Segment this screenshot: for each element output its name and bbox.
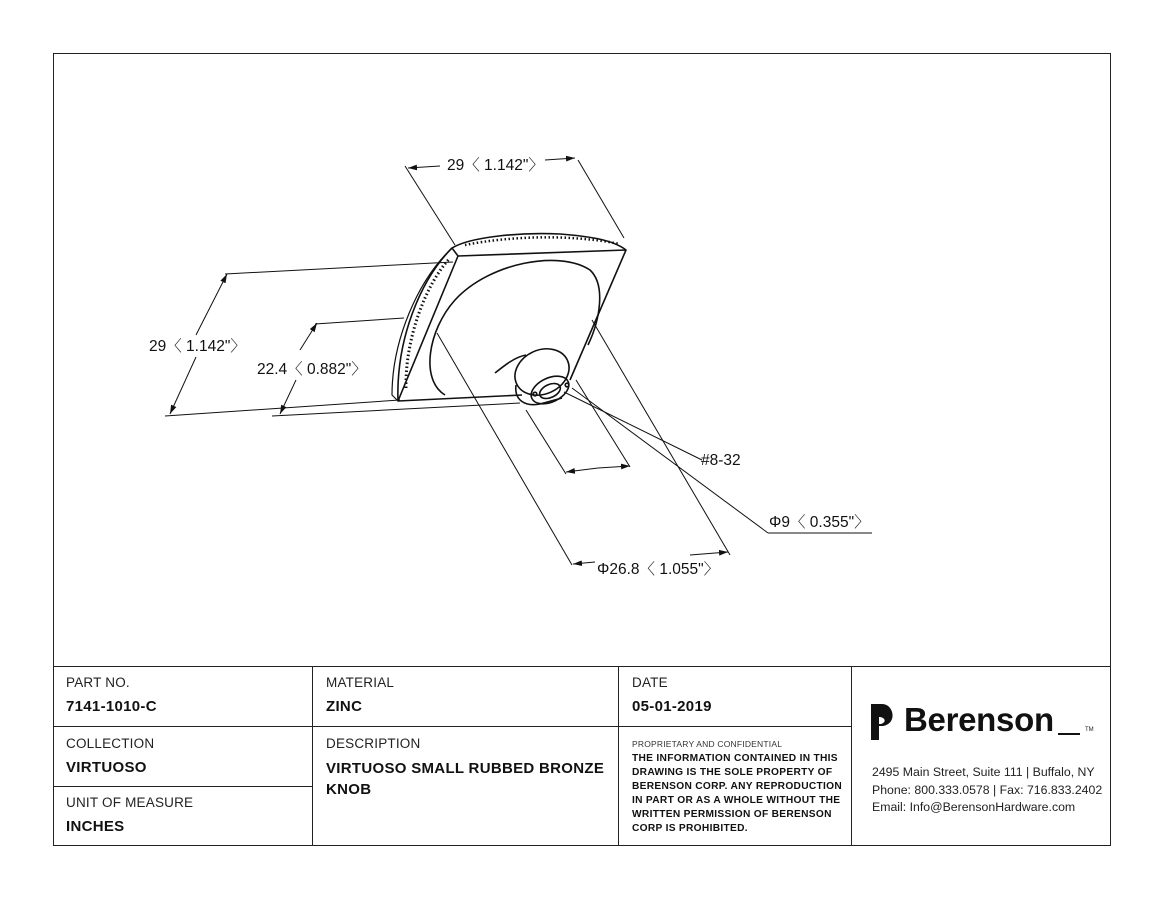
dim-line-phi9-b <box>598 466 630 468</box>
company-email: Email: Info@BerensonHardware.com <box>872 800 1076 814</box>
dim-line-left-inner-up <box>300 323 317 350</box>
knob-stem <box>507 340 576 409</box>
material-label: MATERIAL <box>326 675 395 690</box>
dim-line-top-right <box>545 158 575 160</box>
dim-left-outer-label: 29〈 1.142"〉 <box>149 338 246 355</box>
dim-thread-label: #8-32 <box>701 452 741 469</box>
company-name: Berenson <box>904 701 1054 738</box>
date-label: DATE <box>632 675 668 690</box>
uom-value: INCHES <box>66 818 125 835</box>
part-no-value: 7141-1010-C <box>66 698 157 715</box>
dim-line-left-outer-down <box>170 357 196 414</box>
dim-line-phi26-left <box>573 562 595 564</box>
dim-top-label: 29〈 1.142"〉 <box>447 157 544 174</box>
title-block-divider-3 <box>851 666 852 846</box>
title-block-row-rule-2 <box>53 786 313 787</box>
part-no-label: PART NO. <box>66 675 130 690</box>
title-block-divider-2 <box>618 666 619 846</box>
dim-left-inner-label: 22.4〈 0.882"〉 <box>257 361 367 378</box>
uom-label: UNIT OF MEASURE <box>66 795 194 810</box>
knob-outline <box>392 234 626 401</box>
collection-label: COLLECTION <box>66 736 155 751</box>
title-block-divider-1 <box>312 666 313 846</box>
berenson-logo-mark <box>869 702 899 742</box>
dimension-lines <box>170 158 728 564</box>
collection-value: VIRTUOSO <box>66 759 147 776</box>
dim-line-phi26-right <box>690 552 728 555</box>
description-label: DESCRIPTION <box>326 736 421 751</box>
dim-line-left-inner-down <box>280 380 296 414</box>
title-block-top-rule <box>53 666 1111 667</box>
date-value: 05-01-2019 <box>632 698 712 715</box>
title-block-row-rule-1 <box>53 726 851 727</box>
description-value: VIRTUOSO SMALL RUBBED BRONZE KNOB <box>326 760 605 798</box>
dim-phi9-label: Φ9〈 0.355"〉 <box>769 514 870 531</box>
material-value: ZINC <box>326 698 363 715</box>
dim-line-phi9-a <box>566 468 598 472</box>
company-address: 2495 Main Street, Suite 111 | Buffalo, NY <box>872 765 1095 779</box>
dim-phi26-label: Φ26.8〈 1.055"〉 <box>597 561 720 578</box>
proprietary-heading: PROPRIETARY AND CONFIDENTIAL <box>632 739 783 749</box>
company-name-underline <box>1058 733 1080 735</box>
company-phone-fax: Phone: 800.333.0578 | Fax: 716.833.2402 <box>872 783 1103 797</box>
trademark-mark: TM <box>1085 727 1094 733</box>
dim-line-top-left <box>408 166 440 168</box>
proprietary-notice: THE INFORMATION CONTAINED IN THIS DRAWING IS THE SOLE PROPERTY OF BERENSON CORP. ANY REPRODUCTION IN PART OR AS A WHOLE WITHOUT THE WRITTEN PERMISSION OF BERENSON CORP IS PROHIBITED. <box>632 753 843 834</box>
dim-line-left-outer-up <box>196 274 227 335</box>
